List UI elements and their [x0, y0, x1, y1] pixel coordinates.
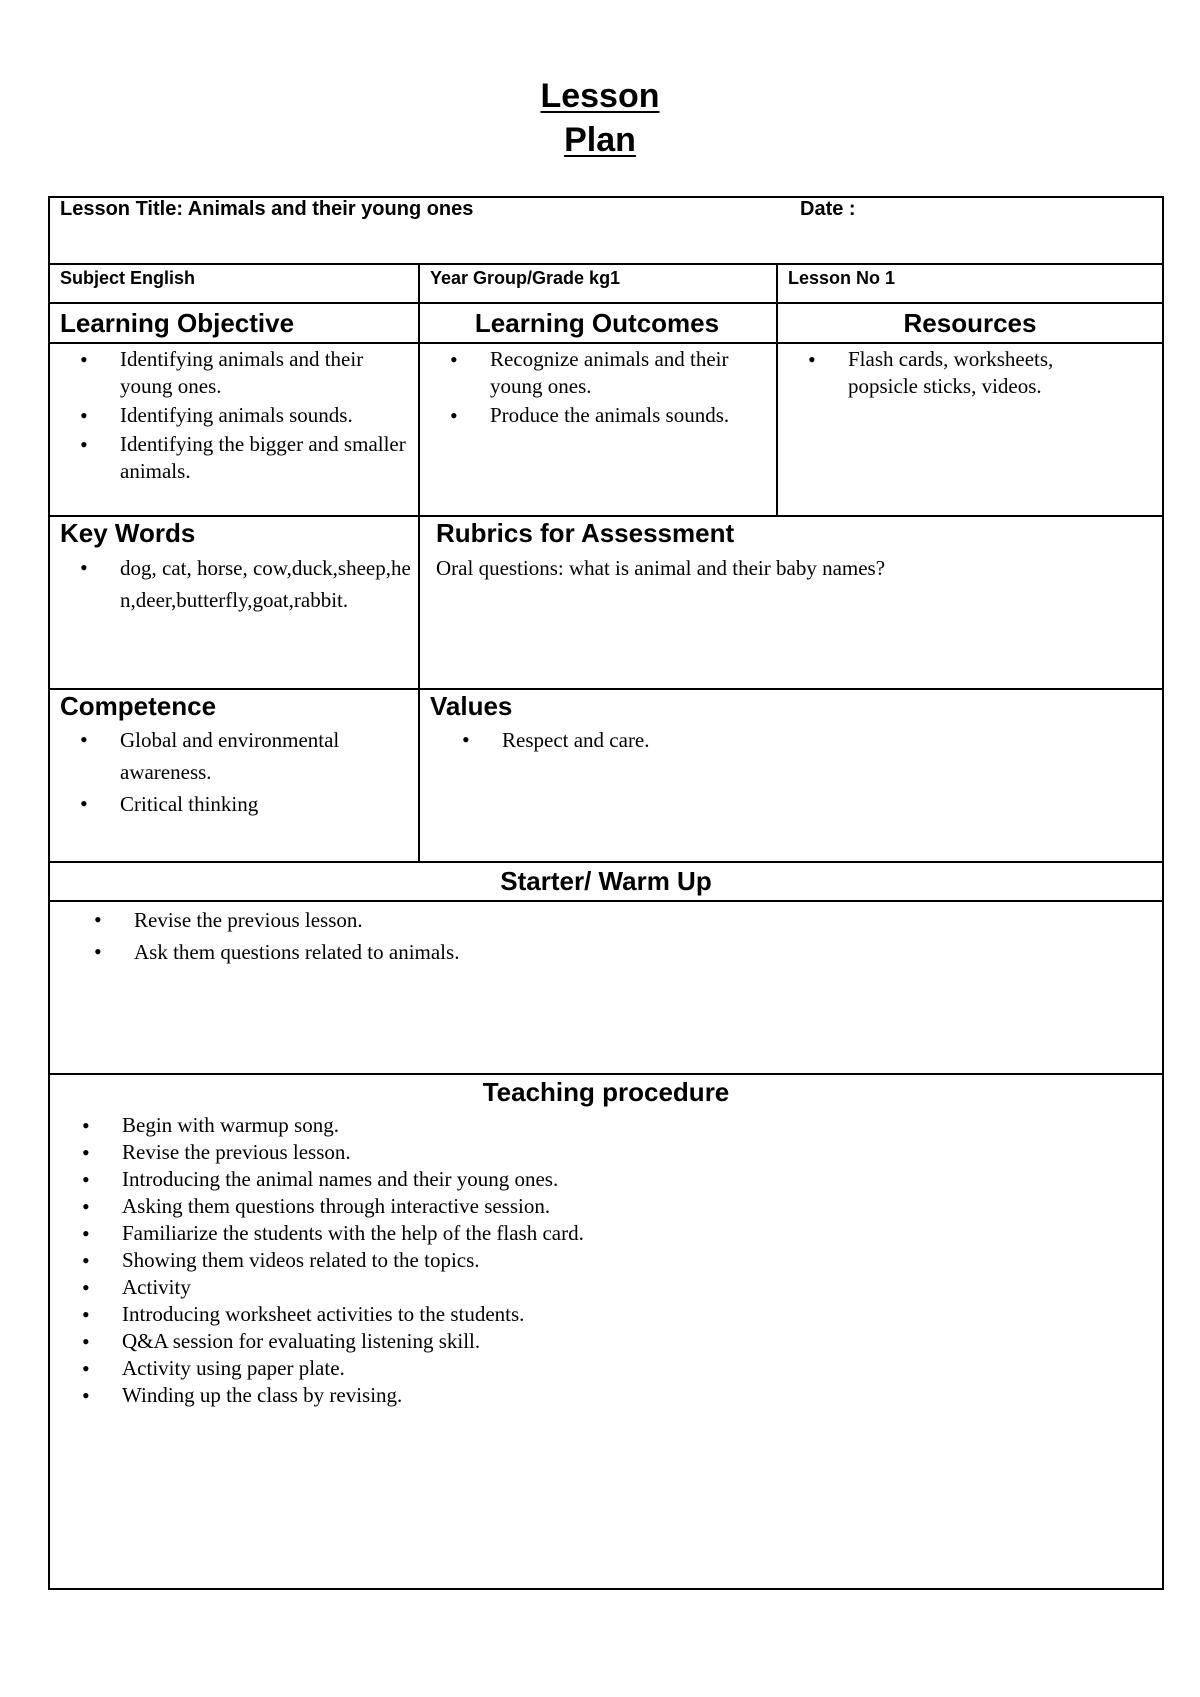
teaching-procedure-heading: Teaching procedure [482, 1077, 730, 1107]
list-item: • Flash cards, worksheets, popsicle sticks, videos. [808, 346, 1108, 400]
key-words-list [80, 552, 414, 616]
lesson-number-label: Lesson No 1 [788, 268, 896, 288]
title-line-1: Lesson [540, 77, 660, 115]
list-item: • Introducing the animal names and their young ones. [82, 1166, 1082, 1193]
subject-label: Subject English [60, 268, 196, 288]
resources-heading: Resources [903, 308, 1037, 338]
starter-list [94, 904, 994, 968]
list-item: • Winding up the class by revising. [82, 1382, 1082, 1409]
row-divider [48, 515, 1164, 517]
list-item: • Respect and care. [462, 724, 962, 756]
learning-outcomes-heading: Learning Outcomes [474, 308, 720, 338]
column-divider [776, 263, 778, 515]
year-group-label: Year Group/Grade kg1 [430, 268, 621, 288]
list-item: • Produce the animals sounds. [450, 402, 772, 429]
list-item: • Critical thinking [80, 788, 380, 820]
competence-heading: Competence [60, 691, 217, 721]
list-item: • Begin with warmup song. [82, 1112, 1082, 1139]
learning-objective-heading: Learning Objective [60, 308, 295, 338]
row-divider [48, 861, 1164, 863]
list-item: • Ask them questions related to animals. [94, 936, 994, 968]
row-divider [48, 1073, 1164, 1075]
page-title [0, 74, 1200, 162]
column-divider [418, 263, 420, 861]
list-item: • Activity [82, 1274, 1082, 1301]
list-item: • Identifying the bigger and smaller animals. [80, 431, 410, 485]
row-divider [48, 263, 1164, 265]
list-item: • Identifying animals and their young ones. [80, 346, 410, 400]
list-item: • Identifying animals sounds. [80, 402, 410, 429]
values-heading: Values [430, 691, 513, 721]
rubrics-heading: Rubrics for Assessment [436, 518, 735, 548]
list-item: • Q&A session for evaluating listening skill. [82, 1328, 1082, 1355]
list-item: • Activity using paper plate. [82, 1355, 1082, 1382]
row-divider [48, 688, 1164, 690]
starter-heading: Starter/ Warm Up [500, 866, 712, 896]
resources-list [808, 346, 1108, 400]
row-divider [48, 900, 1164, 902]
date-label: Date : [800, 198, 856, 220]
row-divider [48, 302, 1164, 304]
learning-objective-list [80, 346, 410, 485]
values-list [462, 724, 962, 756]
key-words-heading: Key Words [60, 518, 196, 548]
lesson-title: Lesson Title: Animals and their young ones [60, 198, 474, 220]
teaching-procedure-list [82, 1112, 1082, 1409]
list-item: • Recognize animals and their young ones. [450, 346, 772, 400]
list-item: • Revise the previous lesson. [94, 904, 994, 936]
list-item: • Familiarize the students with the help of the flash card. [82, 1220, 1082, 1247]
learning-outcomes-list [450, 346, 772, 429]
rubrics-text: Oral questions: what is animal and their baby names? [436, 556, 886, 580]
list-item: • Asking them questions through interactive session. [82, 1193, 1082, 1220]
list-item: • Global and environmental awareness. [80, 724, 380, 788]
title-line-2: Plan [564, 121, 636, 159]
row-divider [48, 342, 1164, 344]
list-item: • Revise the previous lesson. [82, 1139, 1082, 1166]
list-item: • Introducing worksheet activities to the students. [82, 1301, 1082, 1328]
competence-list [80, 724, 380, 820]
list-item: • dog, cat, horse, cow,duck,sheep,hen,deer,butterfly,goat,rabbit. [80, 552, 414, 616]
list-item: • Showing them videos related to the topics. [82, 1247, 1082, 1274]
